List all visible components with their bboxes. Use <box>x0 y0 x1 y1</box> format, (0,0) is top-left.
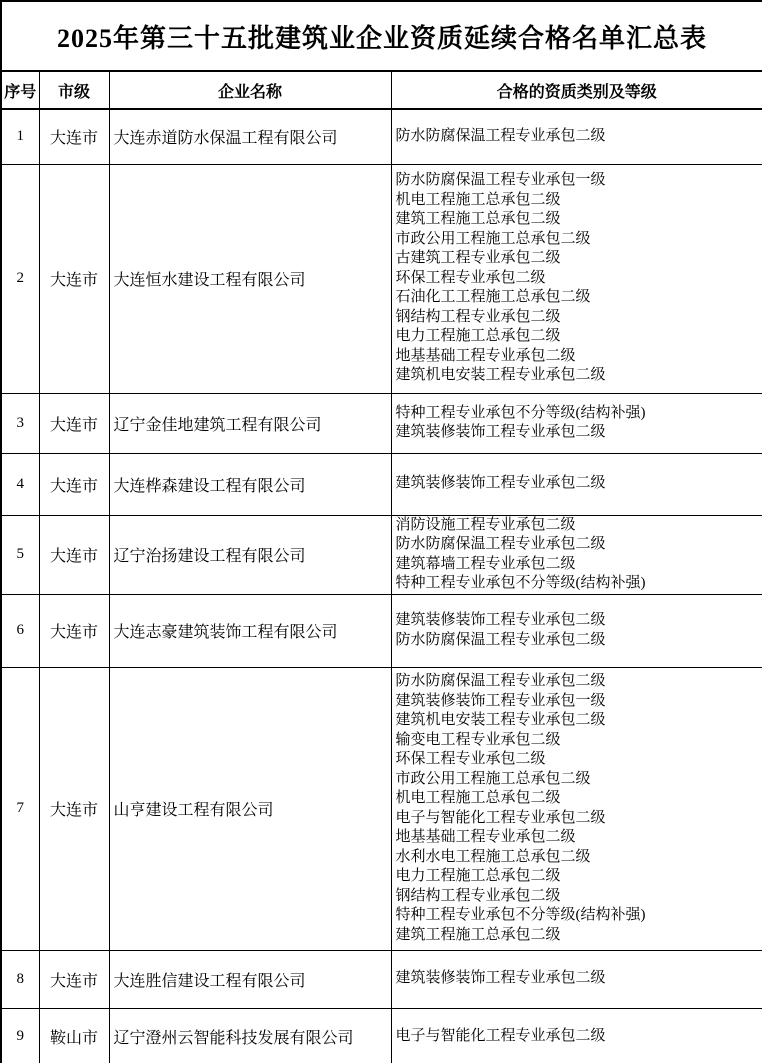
qualification-line: 消防设施工程专业承包二级 <box>395 516 576 533</box>
city-cell: 大连市 <box>39 667 109 950</box>
page-title: 2025年第三十五批建筑业企业资质延续合格名单汇总表 <box>1 1 762 71</box>
city-cell: 大连市 <box>39 393 109 453</box>
qualification-line: 特种工程专业承包不分等级(结构补强) <box>395 404 646 421</box>
qualification-line: 环保工程专业承包二级 <box>395 751 546 767</box>
qualification-line: 钢结构工程专业承包二级 <box>395 887 561 904</box>
company-name-cell: 辽宁金佳地建筑工程有限公司 <box>109 393 391 453</box>
table-row <box>1 667 762 950</box>
table-row <box>1 515 762 594</box>
row-number-cell: 3 <box>1 393 39 453</box>
qualification-line: 防水防腐保温工程专业承包一级 <box>395 172 606 189</box>
table-row <box>1 950 762 1008</box>
company-name-cell: 大连志豪建筑装饰工程有限公司 <box>109 594 391 667</box>
city-cell: 大连市 <box>39 594 109 667</box>
table-row <box>1 594 762 667</box>
qualification-line: 市政公用工程施工总承包二级 <box>395 770 591 787</box>
qualifications-cell <box>391 164 762 393</box>
city-cell: 大连市 <box>39 109 109 164</box>
qualification-line: 输变电工程专业承包二级 <box>395 731 561 748</box>
header-no: 序号 <box>1 71 39 109</box>
qualification-line: 地基基础工程专业承包二级 <box>395 347 576 364</box>
qualification-line: 建筑装修装饰工程专业承包二级 <box>395 424 606 440</box>
qualifications-cell <box>391 109 762 164</box>
qualification-line: 电子与智能化工程专业承包二级 <box>395 1027 606 1044</box>
qualification-line: 特种工程专业承包不分等级(结构补强) <box>395 907 646 923</box>
qualifications-cell <box>391 594 762 667</box>
qualification-line: 建筑工程施工总承包二级 <box>395 211 561 228</box>
qualification-line: 建筑装修装饰工程专业承包一级 <box>395 692 606 709</box>
header-row <box>1 71 762 109</box>
row-number-cell: 7 <box>1 667 39 950</box>
table-row <box>1 393 762 453</box>
company-name-cell: 辽宁治扬建设工程有限公司 <box>109 515 391 594</box>
qualifications-cell <box>391 1008 762 1063</box>
qualification-line: 建筑工程施工总承包二级 <box>395 926 561 943</box>
qualification-line: 建筑装修装饰工程专业承包二级 <box>395 970 606 987</box>
row-number-cell: 2 <box>1 164 39 393</box>
qualification-line: 环保工程专业承包二级 <box>395 269 546 286</box>
qualification-line: 建筑机电安装工程专业承包二级 <box>395 367 606 384</box>
qualification-line: 石油化工工程施工总承包二级 <box>395 289 591 306</box>
table-body <box>1 109 762 1063</box>
qualification-line: 电力工程施工总承包二级 <box>395 868 561 884</box>
row-number-cell: 8 <box>1 950 39 1008</box>
city-cell: 大连市 <box>39 453 109 515</box>
row-number-cell: 5 <box>1 515 39 594</box>
qualification-line: 建筑幕墙工程专业承包二级 <box>395 555 576 572</box>
company-name-cell: 山亨建设工程有限公司 <box>109 667 391 950</box>
qualification-line: 防水防腐保温工程专业承包二级 <box>395 536 606 552</box>
qualification-line: 特种工程专业承包不分等级(结构补强) <box>395 575 646 591</box>
qualification-line: 建筑装修装饰工程专业承包二级 <box>395 612 606 628</box>
table-row <box>1 109 762 164</box>
qualification-line: 古建筑工程专业承包二级 <box>395 250 561 267</box>
city-cell: 大连市 <box>39 164 109 393</box>
qualification-line: 防水防腐保温工程专业承包二级 <box>395 673 606 689</box>
qualification-line: 电子与智能化工程专业承包二级 <box>395 809 606 826</box>
city-cell: 鞍山市 <box>39 1008 109 1063</box>
header-qualifications: 合格的资质类别及等级 <box>391 71 762 109</box>
row-number-cell: 9 <box>1 1008 39 1063</box>
company-name-cell: 辽宁澄州云智能科技发展有限公司 <box>109 1008 391 1063</box>
qualification-line: 电力工程施工总承包二级 <box>395 328 561 345</box>
header-city: 市级 <box>39 71 109 109</box>
company-name-cell: 大连赤道防水保温工程有限公司 <box>109 109 391 164</box>
qualification-line: 机电工程施工总承包二级 <box>395 790 561 806</box>
company-name-cell: 大连恒水建设工程有限公司 <box>109 164 391 393</box>
qualification-line: 建筑装修装饰工程专业承包二级 <box>395 475 606 492</box>
city-cell: 大连市 <box>39 515 109 594</box>
qualification-line: 机电工程施工总承包二级 <box>395 191 561 208</box>
row-number-cell: 6 <box>1 594 39 667</box>
qualification-line: 水利水电工程施工总承包二级 <box>395 848 591 865</box>
company-name-cell: 大连桦森建设工程有限公司 <box>109 453 391 515</box>
row-number-cell: 4 <box>1 453 39 515</box>
qualifications-cell <box>391 515 762 594</box>
qualification-line: 防水防腐保温工程专业承包二级 <box>395 128 606 144</box>
company-name-cell: 大连胜信建设工程有限公司 <box>109 950 391 1008</box>
city-cell: 大连市 <box>39 950 109 1008</box>
qualification-line: 建筑机电安装工程专业承包二级 <box>395 712 606 728</box>
header-company: 企业名称 <box>109 71 391 109</box>
table-row <box>1 453 762 515</box>
table-row <box>1 164 762 393</box>
qualifications-cell <box>391 393 762 453</box>
qualifications-cell <box>391 453 762 515</box>
qualification-line: 市政公用工程施工总承包二级 <box>395 230 591 247</box>
qualifications-cell <box>391 667 762 950</box>
qualification-line: 防水防腐保温工程专业承包二级 <box>395 631 606 648</box>
row-number-cell: 1 <box>1 109 39 164</box>
qualification-line: 地基基础工程专业承包二级 <box>395 829 576 845</box>
table-row <box>1 1008 762 1063</box>
qualifications-cell <box>391 950 762 1008</box>
qualification-line: 钢结构工程专业承包二级 <box>395 308 561 325</box>
title-row <box>1 1 762 71</box>
